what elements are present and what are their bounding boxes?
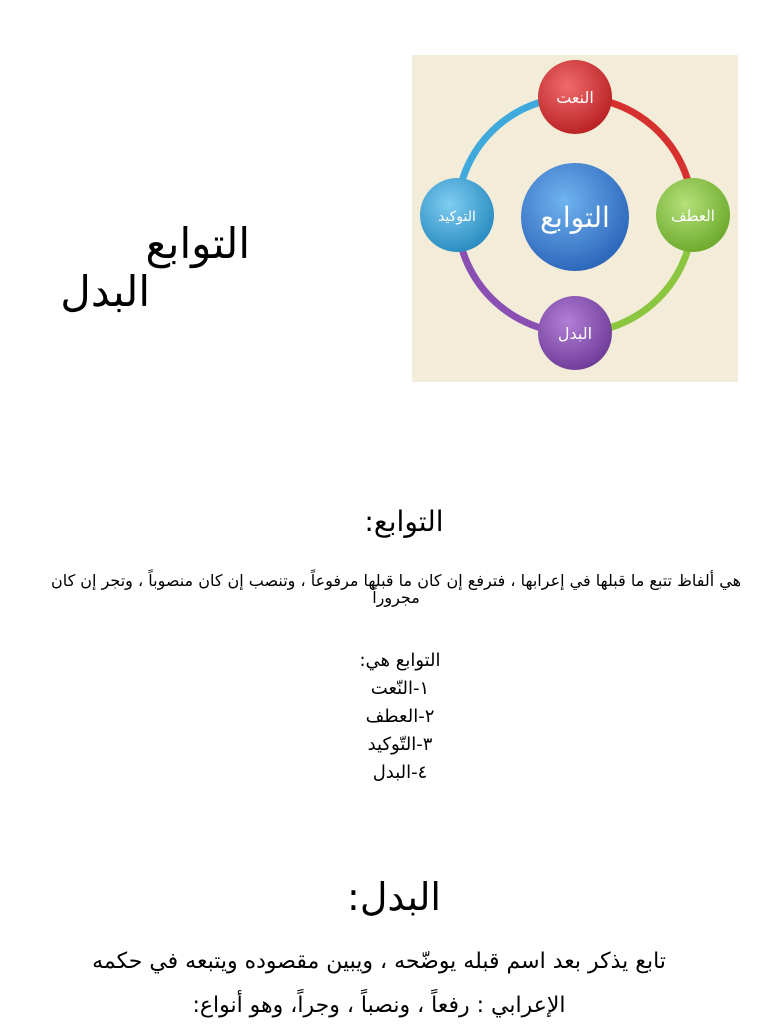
cycle-diagram-svg <box>412 55 738 382</box>
badal-definition-line-1: تابع يذكر بعد اسم قبله يوضّحه ، ويبين مقصوده ويتبعه في حكمه <box>92 949 666 974</box>
list-item: ٣-التّوكيد <box>367 734 433 755</box>
tawabi-definition: هي ألفاظ تتبع ما قبلها في إعرابها ، فترفع إن كان ما قبلها مرفوعاً ، وتنصب إن كان منصوباً ، وتجر إن كان مجروراً <box>50 571 742 607</box>
badal-definition <box>15 940 743 1024</box>
center-node-label: التوابع <box>540 201 610 234</box>
list-item: ١-النّعت <box>370 678 430 699</box>
node-tawkid-label: التوكيد <box>438 209 476 225</box>
node-naat-label: النعت <box>556 88 594 107</box>
list-item: ٤-البدل <box>372 762 428 783</box>
tawabi-heading: التوابع: <box>364 505 444 538</box>
title-line-tawabi: التوابع <box>145 219 250 268</box>
title-line-badal: البدل <box>60 267 150 316</box>
node-atf-label: العطف <box>671 207 715 225</box>
tawabi-list <box>250 647 550 787</box>
node-badal-label: البدل <box>557 324 593 343</box>
badal-heading: البدل: <box>347 875 441 919</box>
list-item: ٢-العطف <box>365 706 435 727</box>
main-title <box>20 220 260 330</box>
tawabi-list-heading: التوابع هي: <box>359 650 441 671</box>
badal-definition-line-2: الإعرابي : رفعاً ، ونصباً ، وجراً، وهو أنواع: <box>192 993 566 1018</box>
tawabi-cycle-diagram <box>412 55 738 382</box>
